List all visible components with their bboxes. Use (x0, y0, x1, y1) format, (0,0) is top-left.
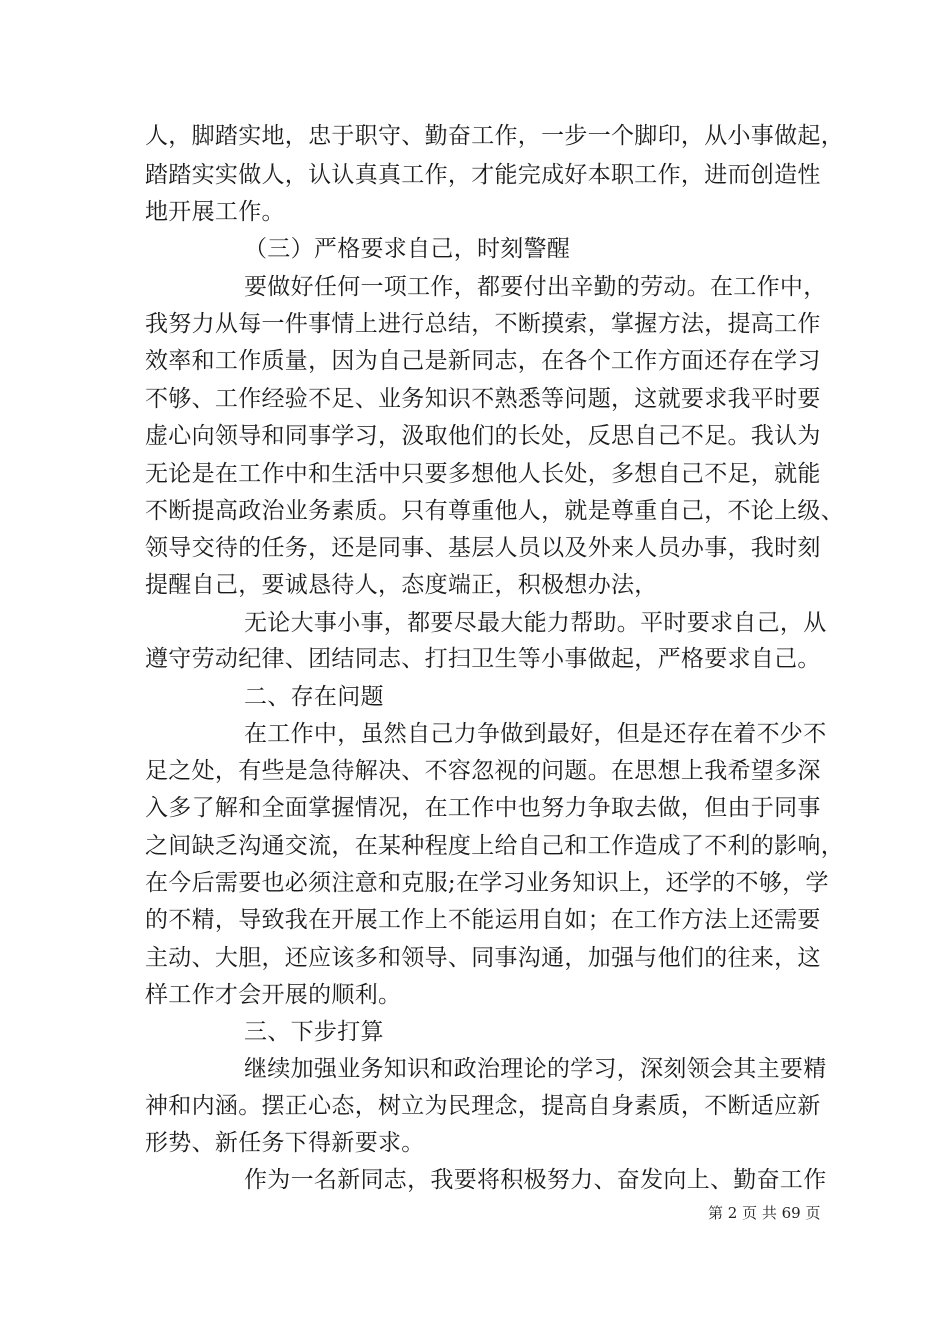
body-line: 入多了解和全面掌握情况，在工作中也努力争取去做，但由于同事 (145, 795, 821, 821)
body-line: 足之处，有些是急待解决、不容忽视的问题。在思想上我希望多深 (145, 758, 821, 784)
body-line: 地开展工作。 (145, 199, 285, 225)
body-line: 我努力从每一件事情上进行总结，不断摸索，掌握方法，提高工作 (145, 311, 821, 337)
body-line: 提醒自己，要诚恳待人，态度端正，积极想办法， (145, 572, 658, 598)
body-line: 神和内涵。摆正心态，树立为民理念，提高自身素质，不断适应新 (145, 1093, 821, 1119)
body-line: 无论大事小事，都要尽最大能力帮助。平时要求自己，从 (244, 610, 827, 636)
body-line: 效率和工作质量，因为自己是新同志，在各个工作方面还存在学习 (145, 348, 821, 374)
body-line: 虚心向领导和同事学习，汲取他们的长处，反思自己不足。我认为 (145, 423, 821, 449)
body-line: 踏踏实实做人，认认真真工作，才能完成好本职工作，进而创造性 (145, 162, 821, 188)
body-line: 在今后需要也必须注意和克服;在学习业务知识上，还学的不够，学 (145, 870, 829, 896)
body-line: 人，脚踏实地，忠于职守、勤奋工作，一步一个脚印，从小事做起， (145, 123, 844, 149)
body-line: 作为一名新同志，我要将积极努力、奋发向上、勤奋工作 (244, 1167, 827, 1193)
body-line: 形势、新任务下得新要求。 (145, 1130, 425, 1156)
section-heading: 三、下步打算 (244, 1019, 384, 1045)
body-line: 要做好任何一项工作，都要付出辛勤的劳动。在工作中， (244, 274, 827, 300)
body-line: 继续加强业务知识和政治理论的学习，深刻领会其主要精 (244, 1056, 827, 1082)
body-line: 不断提高政治业务素质。只有尊重他人，就是尊重自己，不论上级、 (145, 498, 844, 524)
page-number-footer: 第 2 页 共 69 页 (708, 1204, 821, 1222)
body-line: 不够、工作经验不足、业务知识不熟悉等问题，这就要求我平时要 (145, 386, 821, 412)
body-line: 领导交待的任务，还是同事、基层人员以及外来人员办事，我时刻 (145, 535, 821, 561)
body-line: 主动、大胆，还应该多和领导、同事沟通，加强与他们的往来，这 (145, 945, 821, 971)
section-heading: （三）严格要求自己，时刻警醒 (244, 236, 571, 262)
body-line: 之间缺乏沟通交流，在某种程度上给自己和工作造成了不利的影响， (145, 833, 844, 859)
body-line: 遵守劳动纪律、团结同志、打扫卫生等小事做起，严格要求自己。 (145, 646, 821, 672)
section-heading: 二、存在问题 (244, 684, 384, 710)
body-line: 在工作中，虽然自己力争做到最好，但是还存在着不少不 (244, 721, 827, 747)
body-line: 样工作才会开展的顺利。 (145, 982, 402, 1008)
body-line: 的不精，导致我在开展工作上不能运用自如；在工作方法上还需要 (145, 907, 821, 933)
body-line: 无论是在工作中和生活中只要多想他人长处，多想自己不足，就能 (145, 461, 821, 487)
